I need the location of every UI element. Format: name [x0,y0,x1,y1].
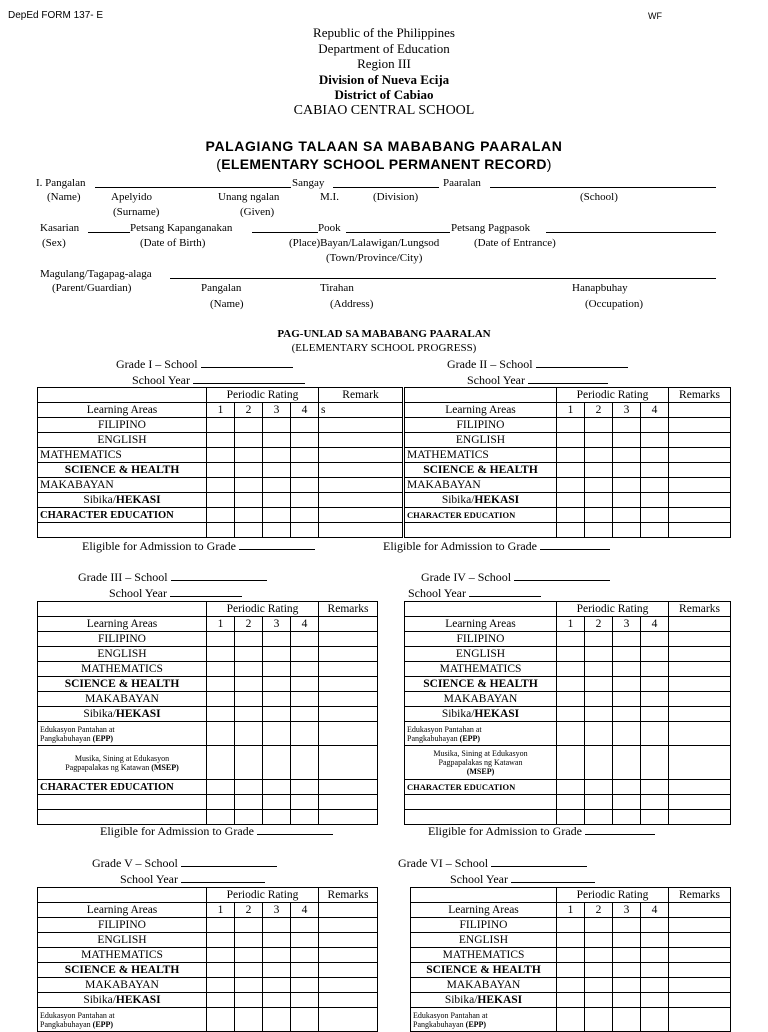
header-school: CABIAO CENTRAL SCHOOL [293,103,475,118]
table-row [38,523,403,538]
given-caption: (Given) [240,206,275,218]
table-row: FILIPINO [38,418,403,433]
table-row: SCIENCE & HEALTH [38,677,378,692]
tirahan-caption: Tirahan [320,282,354,294]
table-row [405,795,731,810]
kasarian-label: Kasarian [40,222,80,234]
table-row: ENGLISH [38,433,403,448]
header-department: Department of Education [318,41,450,56]
hanapbuhay-caption: Hanapbuhay [572,282,628,294]
table-row: ENGLISH [405,433,731,448]
dob-caption: (Date of Birth) [140,237,206,249]
doe-caption: (Date of Entrance) [474,237,556,249]
table-row: FILIPINO [405,632,731,647]
table-row: Edukasyon Pantahan at Pangkabuhayan (EPP) [405,722,731,746]
kapanganakan-field[interactable] [252,232,318,233]
magulang-label: Magulang/Tagapag-alaga [40,268,152,280]
table-row: FILIPINO [405,418,731,433]
occupation-caption: (Occupation) [585,298,644,310]
grade1-eligible: Eligible for Admission to Grade [82,538,315,554]
table-row: Edukasyon Pantahan at Pangkabuhayan (EPP) [38,722,378,746]
table-row: CHARACTER EDUCATION [38,780,378,795]
table-row: ENGLISH [38,647,378,662]
grade3-school-label: Grade III – School [78,569,267,585]
table-row: Sibika/HEKASI [405,493,731,508]
division-caption: (Division) [373,191,419,203]
grade3-school-year: School Year [109,585,242,601]
table-row: MATHEMATICS [405,448,731,463]
kapanganakan-label: Petsang Kapanganakan [130,222,233,234]
mi-caption: M.I. [320,191,339,203]
table-row: MATHEMATICS [38,948,378,963]
pagpasok-label: Petsang Pagpasok [451,222,531,234]
magulang-field[interactable] [170,278,716,279]
table-row: MAKABAYAN [405,692,731,707]
table-row: MAKABAYAN [38,478,403,493]
apelyido-caption: Apelyido [111,191,152,203]
table-row: CHARACTER EDUCATION [38,508,403,523]
progress-title: PAG-UNLAD SA MABABANG PAARALAN [277,328,491,340]
name-caption: (Name) [47,191,81,203]
grade6-school-label: Grade VI – School [398,855,587,871]
grade2-eligible: Eligible for Admission to Grade [383,538,610,554]
table-row: ENGLISH [405,647,731,662]
address-caption: (Address) [330,298,374,310]
table-row: MATHEMATICS [38,448,403,463]
header-republic: Republic of the Philippines [313,25,455,40]
grade2-school-label: Grade II – School [447,356,628,372]
pook-field[interactable] [346,232,450,233]
table-row: Musika, Sining at Edukasyon Pagpapalakas ng Katawan (MSEP) [38,746,378,780]
table-row: FILIPINO [38,918,378,933]
paaralan-label: Paaralan [443,177,481,189]
grade6-table: Periodic Rating Remarks Learning Areas 1 2 3 4 FILIPINO ENGLISH MATHEMATICS SCIENCE & HEALTH MAKABAYAN Sibika/HEKASI Edukasyon Pantahan at Pangkabuhayan (EPP) [410,887,731,1032]
grade1-school-year: School Year [132,372,305,388]
table-row: SCIENCE & HEALTH [411,963,731,978]
table-row: ENGLISH [411,933,731,948]
table-row: MAKABAYAN [38,692,378,707]
page-subtitle: (ELEMENTARY SCHOOL PERMANENT RECORD) [216,156,552,172]
table-row: FILIPINO [38,632,378,647]
pangalan2-caption: Pangalan [201,282,242,294]
parent-caption: (Parent/Guardian) [52,282,132,294]
page-title: PALAGIANG TALAAN SA MABABANG PAARALAN [205,138,563,154]
table-row: ENGLISH [38,933,378,948]
table-row: MATHEMATICS [405,662,731,677]
grade5-school-year: School Year [120,871,265,887]
table-row: MAKABAYAN [405,478,731,493]
table-row: Sibika/HEKASI [38,993,378,1008]
header-district: District of Cabiao [334,87,434,102]
table-row: MAKABAYAN [411,978,731,993]
progress-subtitle: (ELEMENTARY SCHOOL PROGRESS) [291,342,477,354]
table-row: Sibika/HEKASI [411,993,731,1008]
pagpasok-field[interactable] [546,232,716,233]
sex-caption: (Sex) [42,237,66,249]
table-row: Musika, Sining at Edukasyon Pagpapalakas ng Katawan (MSEP) [405,746,731,780]
table-row: Edukasyon Pantahan at Pangkabuhayan (EPP) [411,1008,731,1032]
table-row [405,523,731,538]
kasarian-field[interactable] [88,232,130,233]
grade6-school-year: School Year [450,871,595,887]
table-row: MATHEMATICS [411,948,731,963]
place-caption: (Place)Bayan/Lalawigan/Lungsod [289,237,440,249]
table-row: SCIENCE & HEALTH [405,677,731,692]
grade4-school-year: School Year [408,585,541,601]
pangalan-field[interactable] [95,187,291,188]
table-row: MAKABAYAN [38,978,378,993]
table-row: SCIENCE & HEALTH [38,463,403,478]
table-row: Edukasyon Pantahan at Pangkabuhayan (EPP) [38,1008,378,1032]
grade1-table: Periodic Rating Remark Learning Areas 1 2 3 4 s FILIPINO ENGLISH MATHEMATICS SCIENCE & HEALTH MAKABAYAN Sibika/HEKASI CHARACTER EDUCATION [37,387,403,538]
grade5-table: Periodic Rating Remarks Learning Areas 1 2 3 4 FILIPINO ENGLISH MATHEMATICS SCIENCE & HEALTH MAKABAYAN Sibika/HEKASI Edukasyon Pantahan at Pangkabuhayan (EPP) [37,887,378,1032]
town-caption: (Town/Province/City) [326,252,423,264]
form-id: DepEd FORM 137- E [8,10,104,21]
surname-caption: (Surname) [113,206,160,218]
grade1-school-label: Grade I – School [116,356,293,372]
corner-mark: WF [648,11,662,21]
table-row: SCIENCE & HEALTH [38,963,378,978]
name2-caption: (Name) [210,298,244,310]
paaralan-field[interactable] [490,187,716,188]
grade4-eligible: Eligible for Admission to Grade [428,823,655,839]
table-row: Sibika/HEKASI [405,707,731,722]
grade4-table: Periodic Rating Remarks Learning Areas 1 2 3 4 FILIPINO ENGLISH MATHEMATICS SCIENCE & HEALTH MAKABAYAN Sibika/HEKASI Edukasyon Pantahan at Pangkabuhayan (EPP) Musika, Sining at Edukasyon Pagpapalakas ng Katawan (MSEP) CHARACTER EDUCATION [404,601,731,825]
grade3-eligible: Eligible for Admission to Grade [100,823,333,839]
header-division: Division of Nueva Ecija [318,72,450,87]
grade2-school-year: School Year [467,372,608,388]
table-row: Sibika/HEKASI [38,493,403,508]
school-caption: (School) [580,191,618,203]
grade2-table: Periodic Rating Remarks Learning Areas 1 2 3 4 FILIPINO ENGLISH MATHEMATICS SCIENCE & HEALTH MAKABAYAN Sibika/HEKASI CHARACTER EDUCATION [404,387,731,538]
pangalan-label: I. Pangalan [36,177,86,189]
header-region: Region III [357,56,411,71]
table-row: MATHEMATICS [38,662,378,677]
table-row: CHARACTER EDUCATION [405,780,731,795]
table-row: Sibika/HEKASI [38,707,378,722]
table-row [38,795,378,810]
sangay-field[interactable] [333,187,439,188]
grade4-school-label: Grade IV – School [421,569,610,585]
table-row: CHARACTER EDUCATION [405,508,731,523]
grade5-school-label: Grade V – School [92,855,277,871]
unang-ngalan-caption: Unang ngalan [218,191,280,203]
grade3-table: Periodic Rating Remarks Learning Areas 1 2 3 4 FILIPINO ENGLISH MATHEMATICS SCIENCE & HEALTH MAKABAYAN Sibika/HEKASI Edukasyon Pantahan at Pangkabuhayan (EPP) Musika, Sining at Edukasyon Pagpapalakas ng Katawan (MSEP) CHARACTER EDUCATION [37,601,378,825]
table-row: SCIENCE & HEALTH [405,463,731,478]
table-row: FILIPINO [411,918,731,933]
sangay-label: Sangay [292,177,325,189]
pook-label: Pook [318,222,341,234]
